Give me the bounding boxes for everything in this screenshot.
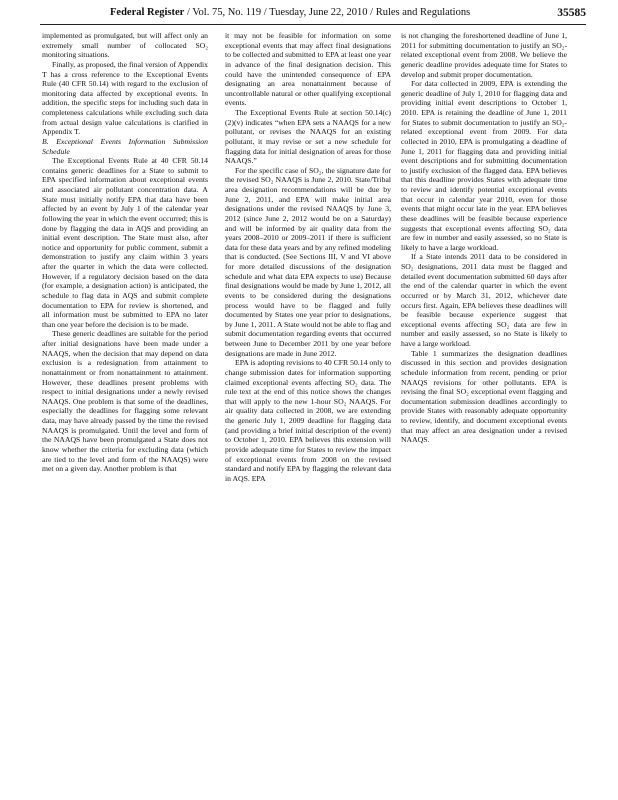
paragraph: For data collected in 2009, EPA is extending the generic deadline of July 1, 2010 for flagging data and providing initial event descriptions to October 1, 2010. EPA is retaining the deadline of June 1, 2011 for States to submit documentation to justify an SO₂-related exceptional event from 2009. For data collected in 2010, EPA is promulgating a deadline of June 1, 2011 for flagging data and providing initial event descriptions and for submitting documentation to justify exclusion of the flagged data. EPA believes that this deadline provides States with adequate time to review and identify potential exceptional events that occur in calendar year 2010, even for those events that might occur late in the year. EPA believes these deadlines will be feasible because experience suggests that exceptional events affecting SO₂ data are few in number and easily assessed, so no State is likely to have a large workload. [401, 79, 567, 252]
paragraph: Table 1 summarizes the designation deadlines discussed in this section and provides designation schedule information from recent, pending or prior NAAQS revisions for other pollutants. EPA is revising the final SO₂ exceptional event flagging and documentation submission deadlines accordingly to provide States with reasonably adequate opportunity to review, identify, and document exceptional events that may affect an area designation under a revised NAAQS. [401, 348, 567, 445]
paragraph: EPA is adopting revisions to 40 CFR 50.14 only to change submission dates for information supporting claimed exceptional events affecting SO₂ data. The rule text at the end of this notice shows the changes that will apply to the new 1-hour SO₂ NAAQS. For air quality data collected in 2008, we are extending the generic July 1, 2009 deadline for flagging data (and providing a brief initial description of the event) to October 1, 2010. EPA believes this extension will provide adequate time for States to review the impact of exceptional events from 2008 on the revised standard and notify EPA by flagging the relevant data in AQS. EPA [225, 358, 391, 483]
column-1 [42, 31, 208, 474]
paragraph: These generic deadlines are suitable for the period after initial designations have been made under a NAAQS, when the decision that may depend on data exclusion is a redesignation from attainment to nonattainment or from nonattainment to attainment. However, these deadlines present problems with respect to initial designations under a newly revised NAAQS. One problem is that some of the deadlines, especially the deadlines for flagging some relevant data, may have already passed by the time the revised NAAQS is promulgated. Until the level and form of the NAAQS have been promulgated a State does not know whether the criteria for excluding data (which are tied to the level and form of the NAAQS) were met on a given day. Another problem is that [42, 329, 208, 474]
paragraph: it may not be feasible for information on some exceptional events that may affect final designations to be collected and submitted to EPA at least one year in advance of the final designation decision. This could have the unintended consequence of EPA designating an area nonattainment because of uncontrollable natural or other qualifying exceptional events. [225, 31, 391, 108]
column-3 [401, 31, 567, 445]
paragraph: is not changing the foreshortened deadline of June 1, 2011 for submitting documentation to justify an SO₂-related exceptional event from 2008. We believe the generic deadline provides adequate time for States to develop and submit proper documentation. [401, 31, 567, 79]
paragraph: The Exceptional Events Rule at section 50.14(c)(2)(v) indicates “when EPA sets a NAAQS for a new pollutant, or revises the NAAQS for an existing pollutant, it may revise or set a new schedule for flagging data for initial designation of areas for those NAAQS.” [225, 108, 391, 166]
header-rule [40, 24, 586, 25]
paragraph: Finally, as proposed, the final version of Appendix T has a cross reference to the Exceptional Events Rule (40 CFR 50.14) with regard to the exclusion of monitoring data affected by exceptional events. In addition, the specific steps for including such data in completeness calculations while excluding such data from actual design value calculations is clarified in Appendix T. [42, 59, 208, 137]
column-2 [225, 31, 391, 483]
page-header [40, 6, 586, 20]
paragraph: For the specific case of SO₂, the signature date for the revised SO₂ NAAQS is June 2, 2010. State/Tribal area designation recommendations will be due by June 2, 2011, and EPA will make initial area designations under the revised NAAQS by June 3, 2012 (since June 2, 2012 would be on a Saturday) and will be informed by air quality data from the years 2008–2010 or 2009–2011 if there is sufficient data for these data years and by any refined modeling that is conducted. (See Sections III, V and VI above for more detailed discussions of the designation schedule and what data EPA expects to use) Because final designations would be made by June 1, 2012, all events to be considered during the designations process would have to be flagged and fully documented by States one year prior to designations, by June 1, 2011. A State would not be able to flag and submit documentation regarding events that occurred between June to December 2011 by one year before designations are made in June 2012. [225, 165, 391, 358]
page-number: 35585 [557, 7, 586, 19]
section-subheading: B. Exceptional Events Information Submission Schedule [42, 136, 208, 156]
paragraph: implemented as promulgated, but will affect only an extremely small number of collocated SO₂ monitoring situations. [42, 31, 208, 60]
paragraph: The Exceptional Events Rule at 40 CFR 50.14 contains generic deadlines for a State to submit to EPA specified information about exceptional events and associated air pollutant concentration data. A State must initially notify EPA that data have been affected by an event by July 1 of the calendar year following the year in which the event occurred; this is done by flagging the data in AQS and providing an initial event description. The State must also, after notice and opportunity for public comment, submit a demonstration to justify any claim within 3 years after the quarter in which the data were collected. However, if a regulatory decision based on the data (for example, a designation action) is anticipated, the schedule to flag data in AQS and submit complete documentation to EPA for review is shortened, and all information must be submitted to EPA no later than one year before the decision is to be made. [42, 156, 208, 329]
issue-info: / Vol. 75, No. 119 / Tuesday, June 22, 2010 / Rules and Regulations [186, 7, 471, 18]
journal-name: Federal Register [110, 7, 185, 18]
paragraph: If a State intends 2011 data to be considered in SO₂ designations, 2011 data must be flagged and detailed event documentation submitted 60 days after the end of the calendar quarter in which the event occurred or by March 31, 2012, whichever date occurs first. Again, EPA believes these deadlines will be feasible because experience suggest that exceptional events affecting SO₂ data are few in number and easily assessed, so no State is likely to have a large workload. [401, 252, 567, 348]
